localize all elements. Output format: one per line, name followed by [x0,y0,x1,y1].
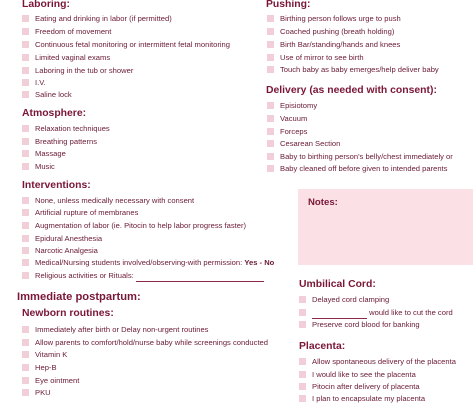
checkbox[interactable] [22,125,29,132]
checkbox[interactable] [299,309,306,316]
checkbox[interactable] [22,138,29,145]
checkbox[interactable] [267,28,274,35]
checkbox[interactable] [22,247,29,254]
religious-label: Religious activities or Rituals: [35,271,134,280]
checkbox[interactable] [22,272,29,279]
notes-label: Notes: [308,197,338,208]
checkbox[interactable] [267,165,274,172]
checkbox[interactable] [22,209,29,216]
checkbox[interactable] [22,351,29,358]
checkbox[interactable] [299,358,306,365]
checkbox[interactable] [299,371,306,378]
checkbox[interactable] [267,153,274,160]
delivery-heading: Delivery (as needed with consent): [266,85,437,96]
checkbox[interactable] [299,383,306,390]
checkbox[interactable] [22,364,29,371]
religious-blank-line[interactable] [136,273,264,282]
checkbox[interactable] [299,296,306,303]
cut-cord-label: would like to cut the cord [369,308,453,317]
checkbox[interactable] [22,326,29,333]
checkbox[interactable] [22,197,29,204]
checkbox[interactable] [22,339,29,346]
checkbox[interactable] [22,163,29,170]
checkbox[interactable] [267,128,274,135]
checkbox[interactable] [22,91,29,98]
newborn-heading: Newborn routines: [22,308,114,319]
placenta-heading: Placenta: [299,341,346,352]
students-label: Medical/Nursing students involved/observing-with permission: [35,258,243,267]
checkbox[interactable] [22,377,29,384]
checkbox[interactable] [22,259,29,266]
checkbox[interactable] [299,395,306,402]
laboring-heading: Laboring: [22,0,70,10]
yes-no-options[interactable]: Yes - No [244,258,275,267]
checkbox[interactable] [267,15,274,22]
checkbox[interactable] [267,102,274,109]
checkbox[interactable] [22,79,29,86]
checkbox[interactable] [22,235,29,242]
atmosphere-heading: Atmosphere: [22,108,87,119]
checkbox[interactable] [22,150,29,157]
checkbox[interactable] [267,115,274,122]
cut-cord-name-line[interactable] [312,310,367,319]
checkbox[interactable] [267,41,274,48]
checkbox[interactable] [22,222,29,229]
interventions-heading: Interventions: [22,180,91,191]
notes-box[interactable] [298,189,473,265]
checkbox[interactable] [267,54,274,61]
checkbox[interactable] [22,41,29,48]
postpartum-heading: Immediate postpartum: [17,291,141,303]
checkbox[interactable] [22,54,29,61]
checkbox[interactable] [22,28,29,35]
checkbox[interactable] [22,15,29,22]
checkbox[interactable] [267,140,274,147]
pushing-heading: Pushing: [266,0,311,10]
checkbox[interactable] [22,389,29,396]
umbilical-cord-heading: Umbilical Cord: [299,279,376,290]
checkbox[interactable] [22,67,29,74]
checkbox[interactable] [299,321,306,328]
checkbox[interactable] [267,66,274,73]
